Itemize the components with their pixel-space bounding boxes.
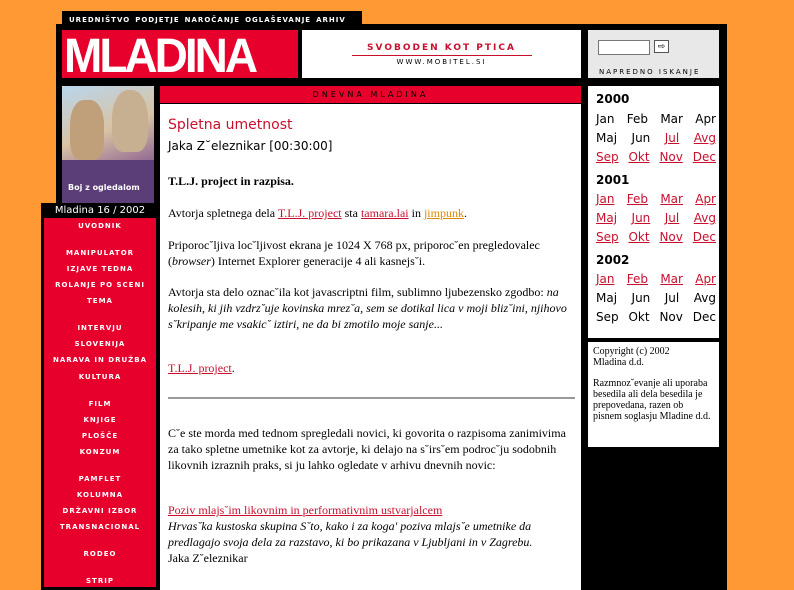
- year-2000: 2000: [596, 92, 630, 106]
- cal-2002-row2: [596, 291, 716, 305]
- banner-slogan: SVOBODEN KOT PTICA: [367, 43, 516, 53]
- month-link[interactable]: Nov: [659, 230, 683, 244]
- copyright-box: [588, 342, 719, 447]
- logo-text: MLADINA: [64, 30, 256, 78]
- month-link[interactable]: Okt: [628, 230, 650, 244]
- jimpunk-link[interactable]: jimpunk: [423, 206, 464, 220]
- month-link[interactable]: Dec: [692, 150, 716, 164]
- article-paragraph-5: C˘e ste morda med tednom spregledali novici, ki govorita o razpisoma zanimivima za tako spletne umetnike kot za avtorje, ki delajo na s˘irs˘em podroc˘ju sodobnih likovnih izraznih praks, si ju lahko ogledate v arhivu dnevnih novic:: [168, 426, 566, 472]
- p4-end: .: [231, 361, 235, 375]
- article-lead: T.L.J. project in razpisa.: [168, 174, 294, 188]
- cal-2000-row3: [596, 150, 716, 164]
- cal-2001-row1: [596, 192, 716, 206]
- cover-figure-right: [112, 90, 148, 152]
- ad-banner[interactable]: [302, 30, 581, 78]
- month-link[interactable]: Feb: [626, 192, 649, 206]
- month: Feb: [626, 112, 649, 126]
- month-link[interactable]: Jun: [631, 211, 651, 225]
- month-link[interactable]: Jan: [596, 272, 615, 286]
- left-navigation: [41, 218, 159, 590]
- article-content: [160, 104, 581, 590]
- p1-text: Avtorja spletnega dela: [168, 206, 278, 220]
- cover-band: [62, 160, 154, 204]
- nav-kultura[interactable]: KULTURA: [78, 373, 122, 381]
- month: Jun: [631, 291, 651, 305]
- nav-izjave-tedna[interactable]: IZJAVE TEDNA: [66, 265, 134, 273]
- month: Avg: [693, 291, 716, 305]
- year-2001: 2001: [596, 173, 630, 187]
- nav-drzavni-izbor[interactable]: DRŽAVNI IZBOR: [62, 507, 138, 515]
- copyright-notice: Razmnoz˘evanje ali uporaba besedila ali dela besedila je prepovedana, razen ob pisnem soglasju Mladine d.d.: [593, 378, 711, 422]
- search-panel: [588, 30, 719, 78]
- nav-kolumna[interactable]: KOLUMNA: [76, 491, 124, 499]
- poziv-link[interactable]: Poziv mlajs˘im likovnim in performativnim ustvarjalcem: [168, 503, 443, 517]
- divider: [168, 397, 575, 399]
- cal-2001-row2: [596, 211, 716, 225]
- topnav-arhiv[interactable]: ARHIV: [316, 15, 346, 24]
- p3-text: Avtorja sta delo oznac˘ila kot javascriptni film, sublimno ljubezensko zgodbo:: [168, 285, 547, 299]
- cal-2002-row3: [596, 310, 716, 324]
- cal-2000-row1: [596, 112, 716, 126]
- p2-text-2: ) Internet Explorer generacije 4 ali kasnejs˘i.: [210, 254, 426, 268]
- nav-knjige[interactable]: KNJIGE: [83, 416, 117, 424]
- nav-tema[interactable]: TEMA: [87, 297, 113, 305]
- banner-divider: [352, 55, 532, 56]
- month-link[interactable]: Jan: [596, 192, 615, 206]
- nav-rolanje-po-sceni[interactable]: ROLANJE PO SCENI: [55, 281, 145, 289]
- magazine-cover-image[interactable]: [62, 86, 154, 204]
- month-link[interactable]: Mar: [660, 272, 683, 286]
- month: Sep: [596, 310, 619, 324]
- p2-text: Priporoc˘ljiva loc˘ljivost ekrana je 1024 X 768 px, priporoc˘en pregledovalec (: [168, 238, 540, 268]
- article-title: Spletna umetnost: [168, 117, 293, 133]
- archive-calendar: [588, 86, 719, 338]
- topnav-oglasevanje[interactable]: OGLAŠEVANJE: [245, 15, 312, 24]
- nav-pamflet[interactable]: PAMFLET: [78, 475, 122, 483]
- year-2002: 2002: [596, 253, 630, 267]
- copyright-owner: Mladina d.d.: [593, 357, 644, 368]
- p2-italic: browser: [172, 254, 211, 268]
- p3-italic: na kolesih, ki jih vzdrz˘uje kovinska mrez˘a, sem se dotikal lica v moji bliz˘ini, njihovo s˘kripanje me vsakic˘ iztiri, ne da bi zmotilo moje sanje...: [168, 285, 567, 331]
- nav-intervju[interactable]: INTERVJU: [77, 324, 123, 332]
- p1-text-3: in: [408, 206, 424, 220]
- month-link[interactable]: Okt: [628, 150, 650, 164]
- cal-2001-row3: [596, 230, 716, 244]
- month: Jan: [596, 112, 615, 126]
- cal-2000-row2: [596, 131, 716, 145]
- month-link[interactable]: Mar: [660, 192, 683, 206]
- p1-text-2: sta: [341, 206, 361, 220]
- article-paragraph-4: [168, 360, 573, 376]
- article-paragraph-1: [168, 205, 573, 221]
- topnav-urednistvo[interactable]: UREDNIŠTVO: [69, 15, 131, 24]
- article-paragraph-3: [168, 284, 573, 332]
- nav-manipulator[interactable]: MANIPULATOR: [65, 249, 135, 257]
- nav-konzum[interactable]: KONZUM: [79, 448, 121, 456]
- month-link[interactable]: Jul: [664, 211, 680, 225]
- month: Jun: [631, 131, 651, 145]
- copyright-line: Copyright (c) 2002: [593, 346, 670, 357]
- month-link[interactable]: Jul: [664, 131, 680, 145]
- tlj-project-link-2[interactable]: T.L.J. project: [168, 361, 232, 375]
- article-author: Jaka Z˘eleznikar [00:30:00]: [168, 139, 333, 153]
- cover-figure-left: [70, 100, 104, 160]
- nav-slovenija[interactable]: SLOVENIJA: [74, 340, 126, 348]
- mladina-logo[interactable]: [62, 30, 298, 78]
- month-link[interactable]: Feb: [626, 272, 649, 286]
- month-link[interactable]: Dec: [692, 230, 716, 244]
- p6-author: Jaka Z˘eleznikar: [168, 551, 248, 565]
- nav-narava-in-druzba[interactable]: NARAVA IN DRUŽBA: [52, 356, 148, 364]
- cover-caption: Boj z ogledalom: [68, 183, 140, 192]
- tlj-project-link[interactable]: T.L.J. project: [277, 206, 342, 220]
- p1-text-end: .: [463, 206, 467, 220]
- topnav-narocanje[interactable]: NAROČANJE: [184, 15, 241, 24]
- banner-url: WWW.MOBITEL.SI: [396, 58, 487, 66]
- tamara-lai-link[interactable]: tamara.lai: [360, 206, 409, 220]
- month-link[interactable]: Avg: [693, 211, 716, 225]
- search-input[interactable]: [598, 40, 650, 55]
- article-paragraph-2: [168, 237, 573, 269]
- p6-italic: Hrvas˘ka kustoska skupina S˘to, kako i za koga' poziva mlajs˘e umetnike da predlagajo svoja dela za razstavo, ki bo prikazana v Ljubljani in v Zagrebu.: [168, 519, 533, 549]
- month-link[interactable]: Sep: [596, 150, 619, 164]
- month: Apr: [695, 112, 716, 126]
- month-link[interactable]: Avg: [693, 131, 716, 145]
- month-link[interactable]: Maj: [596, 211, 618, 225]
- month-link[interactable]: Apr: [695, 192, 716, 206]
- issue-label: Mladina 16 / 2002: [41, 203, 159, 218]
- month: Maj: [596, 291, 618, 305]
- arrow-right-icon[interactable]: ⇨: [654, 40, 669, 53]
- section-title: DNEVNA MLADINA: [160, 86, 581, 103]
- month: Mar: [660, 112, 683, 126]
- advanced-search-link[interactable]: NAPREDNO ISKANJE: [599, 68, 701, 76]
- article-paragraph-6: [168, 502, 573, 566]
- month: Okt: [628, 310, 650, 324]
- nav-rodeo[interactable]: RODEO: [83, 550, 117, 558]
- cal-2002-row1: [596, 272, 716, 286]
- nav-transnacional[interactable]: TRANSNACIONAL: [59, 523, 141, 531]
- nav-strip[interactable]: STRIP: [86, 577, 114, 585]
- topnav-podjetje[interactable]: PODJETJE: [135, 15, 180, 24]
- month-link[interactable]: Sep: [596, 230, 619, 244]
- nav-film[interactable]: FILM: [88, 400, 112, 408]
- nav-plosce[interactable]: PLOŠČE: [81, 432, 119, 440]
- month-link[interactable]: Apr: [695, 272, 716, 286]
- month: Maj: [596, 131, 618, 145]
- month: Jul: [664, 291, 680, 305]
- month: Dec: [692, 310, 716, 324]
- nav-uvodnik[interactable]: UVODNIK: [78, 222, 122, 230]
- month-link[interactable]: Nov: [659, 150, 683, 164]
- month: Nov: [659, 310, 683, 324]
